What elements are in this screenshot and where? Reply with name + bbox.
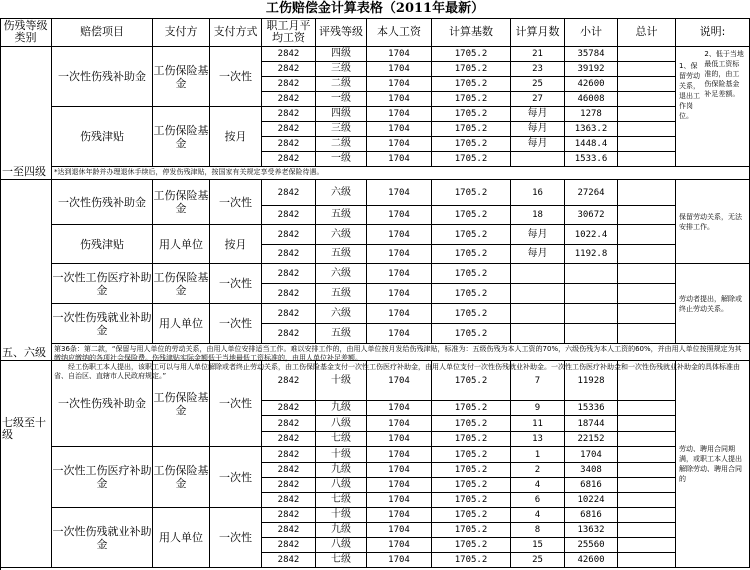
cell-r1-grade: 四级 (316, 47, 367, 62)
cell-r26-subtotal: 13632 (565, 523, 618, 538)
cell-r7-months: 每月 (511, 137, 565, 152)
cell-r7-base: 1705.2 (432, 137, 511, 152)
cell-r16-grade: 五级 (316, 324, 367, 344)
cell-r9-grade: 六级 (316, 180, 367, 206)
cell-r23-own-wage: 1704 (367, 478, 432, 493)
cell-r26-base: 1705.2 (432, 523, 511, 538)
cell-r6-base: 1705.2 (432, 122, 511, 137)
item-name: 伤残津贴 (52, 107, 153, 167)
cell-total (618, 206, 676, 225)
cell-r11-months: 每月 (511, 225, 565, 245)
cell-r25-avg-wage: 2842 (262, 508, 316, 523)
header-base: 计算基数 (432, 18, 511, 47)
cell-r21-grade: 十级 (316, 447, 367, 463)
cell-total (618, 416, 676, 432)
cell-r5-own-wage: 1704 (367, 107, 432, 122)
cell-r8-months (511, 152, 565, 167)
cell-r5-grade: 四级 (316, 107, 367, 122)
cell-r5-months: 每月 (511, 107, 565, 122)
cell-r1-base: 1705.2 (432, 47, 511, 62)
cell-r4-own-wage: 1704 (367, 92, 432, 107)
cell-r20-subtotal: 22152 (565, 432, 618, 447)
cell-r18-base: 1705.2 (432, 401, 511, 416)
item-name: 一次性工伤医疗补助金 (52, 264, 153, 304)
pay-method: 一次性 (210, 447, 262, 508)
cell-total (618, 62, 676, 77)
note-article-36-part2: 经工伤职工本人提出，该职工可以与用人单位解除或者终止劳动关系，由工伤保险基金支付一次性工伤医疗补助金，由用人单位支付一次性伤残就业补助金。一次性工伤医疗补助金和一次性伤残就业补助金的具体标准由省、自治区、直辖市人民政府规定。” (54, 363, 740, 380)
pay-method: 一次性 (210, 47, 262, 107)
cell-r12-own-wage: 1704 (367, 245, 432, 264)
cell-r19-grade: 八级 (316, 416, 367, 432)
cell-r19-own-wage: 1704 (367, 416, 432, 432)
cell-total (618, 77, 676, 92)
cell-total (618, 447, 676, 463)
cell-r11-base: 1705.2 (432, 225, 511, 245)
header-notes: 说明: (676, 18, 750, 47)
cell-r28-subtotal: 42600 (565, 553, 618, 568)
cell-r20-months: 13 (511, 432, 565, 447)
cell-r12-grade: 五级 (316, 245, 367, 264)
cell-r19-subtotal: 18744 (565, 416, 618, 432)
cell-total (618, 47, 676, 62)
cell-r19-months: 11 (511, 416, 565, 432)
cell-r17-months: 7 (511, 361, 565, 401)
explanation-3: 劳动者提出，解除或终止劳动关系。 (676, 264, 750, 344)
cell-r22-base: 1705.2 (432, 463, 511, 478)
header-months: 计算月数 (511, 18, 565, 47)
cell-r18-own-wage: 1704 (367, 401, 432, 416)
page-title: 工伤赔偿金计算表格（2011年最新） (265, 1, 485, 16)
category-grade-1-4: 一至四级 (0, 47, 52, 180)
cell-r28-months: 25 (511, 553, 565, 568)
cell-r2-avg-wage: 2842 (262, 62, 316, 77)
item-name: 一次性伤残补助金 (52, 361, 153, 447)
cell-total (618, 304, 676, 324)
cell-r12-months: 每月 (511, 245, 565, 264)
cell-r13-own-wage: 1704 (367, 264, 432, 284)
cell-r23-avg-wage: 2842 (262, 478, 316, 493)
pay-method: 一次性 (210, 264, 262, 304)
payer: 工伤保险基金 (153, 107, 210, 167)
cell-r24-grade: 七级 (316, 493, 367, 508)
cell-r7-own-wage: 1704 (367, 137, 432, 152)
cell-total (618, 245, 676, 264)
note-article-36-part1: 第36条：第二款，“保留与用人单位的劳动关系，由用人单位安排适当工作。难以安排工作的，由用人单位按月发给伤残津贴，标准为：五级伤残为本人工资的70%，六级伤残为本人工资的60%，并由用人单位按照规定为其缴纳应缴纳的各项社会保险费。伤残津贴实际金额低于当地最低工资标准的，由用人单位补足差额。 (54, 345, 742, 362)
cell-r28-grade: 七级 (316, 553, 367, 568)
cell-r3-subtotal: 42600 (565, 77, 618, 92)
cell-r9-months: 16 (511, 180, 565, 206)
pay-method: 一次性 (210, 361, 262, 447)
cell-r20-grade: 七级 (316, 432, 367, 447)
cell-r13-avg-wage: 2842 (262, 264, 316, 284)
cell-r10-avg-wage: 2842 (262, 206, 316, 225)
cell-r8-subtotal: 1533.6 (565, 152, 618, 167)
cell-r13-months (511, 264, 565, 284)
cell-total (618, 264, 676, 284)
cell-r18-subtotal: 15336 (565, 401, 618, 416)
cell-r25-subtotal: 6816 (565, 508, 618, 523)
header-category: 伤残等级类别 (0, 18, 52, 47)
payer: 用人单位 (153, 508, 210, 568)
cell-total (618, 324, 676, 344)
header-total: 总计 (618, 18, 676, 47)
cell-total (618, 463, 676, 478)
cell-total (618, 107, 676, 122)
category-grade-5-6: 五、六级 (0, 180, 52, 361)
cell-r14-subtotal (565, 284, 618, 304)
item-name: 一次性伤残补助金 (52, 180, 153, 225)
cell-r7-avg-wage: 2842 (262, 137, 316, 152)
cell-r24-avg-wage: 2842 (262, 493, 316, 508)
cell-r10-subtotal: 30672 (565, 206, 618, 225)
cell-r15-avg-wage: 2842 (262, 304, 316, 324)
cell-r22-avg-wage: 2842 (262, 463, 316, 478)
cell-r27-base: 1705.2 (432, 538, 511, 553)
cell-r11-grade: 六级 (316, 225, 367, 245)
cell-r16-subtotal (565, 324, 618, 344)
cell-r9-base: 1705.2 (432, 180, 511, 206)
cell-r12-subtotal: 1192.8 (565, 245, 618, 264)
cell-r9-own-wage: 1704 (367, 180, 432, 206)
cell-r3-grade: 二级 (316, 77, 367, 92)
cell-r4-months: 27 (511, 92, 565, 107)
cell-r5-subtotal: 1278 (565, 107, 618, 122)
cell-r23-base: 1705.2 (432, 478, 511, 493)
cell-r11-subtotal: 1022.4 (565, 225, 618, 245)
cell-r9-subtotal: 27264 (565, 180, 618, 206)
cell-r14-own-wage: 1704 (367, 284, 432, 304)
cell-total (618, 401, 676, 416)
cell-r18-avg-wage: 2842 (262, 401, 316, 416)
cell-r26-avg-wage: 2842 (262, 523, 316, 538)
cell-r14-months (511, 284, 565, 304)
cell-r26-grade: 九级 (316, 523, 367, 538)
cell-r18-months: 9 (511, 401, 565, 416)
cell-r21-subtotal: 1704 (565, 447, 618, 463)
cell-r1-own-wage: 1704 (367, 47, 432, 62)
header-payer: 支付方 (153, 18, 210, 47)
pay-method: 按月 (210, 225, 262, 264)
cell-r2-base: 1705.2 (432, 62, 511, 77)
cell-r8-avg-wage: 2842 (262, 152, 316, 167)
note-retirement: *达到退休年龄并办理退休手续后，停发伤残津贴，按国家有关规定享受养老保险待遇。 (52, 167, 750, 180)
header-subtotal: 小计 (565, 18, 618, 47)
cell-r3-own-wage: 1704 (367, 77, 432, 92)
cell-total (618, 538, 676, 553)
cell-r18-grade: 九级 (316, 401, 367, 416)
cell-total (618, 478, 676, 493)
cell-r15-base: 1705.2 (432, 304, 511, 324)
cell-r23-grade: 八级 (316, 478, 367, 493)
cell-r21-base: 1705.2 (432, 447, 511, 463)
cell-r6-grade: 三级 (316, 122, 367, 137)
cell-r2-months: 23 (511, 62, 565, 77)
cell-r2-grade: 三级 (316, 62, 367, 77)
cell-r23-subtotal: 6816 (565, 478, 618, 493)
cell-r25-own-wage: 1704 (367, 508, 432, 523)
cell-r24-own-wage: 1704 (367, 493, 432, 508)
cell-r27-subtotal: 25560 (565, 538, 618, 553)
cell-r13-base: 1705.2 (432, 264, 511, 284)
header-avg_wage: 职工月平均工资 (262, 18, 316, 47)
cell-r16-months (511, 324, 565, 344)
cell-r15-months (511, 304, 565, 324)
cell-r4-subtotal: 46008 (565, 92, 618, 107)
cell-r6-subtotal: 1363.2 (565, 122, 618, 137)
cell-r10-base: 1705.2 (432, 206, 511, 225)
cell-r16-avg-wage: 2842 (262, 324, 316, 344)
cell-r6-months: 每月 (511, 122, 565, 137)
payer: 工伤保险基金 (153, 180, 210, 225)
payer: 工伤保险基金 (153, 447, 210, 508)
cell-r12-base: 1705.2 (432, 245, 511, 264)
cell-r3-avg-wage: 2842 (262, 77, 316, 92)
pay-method: 按月 (210, 107, 262, 167)
item-name: 一次性伤残补助金 (52, 47, 153, 107)
cell-r10-grade: 五级 (316, 206, 367, 225)
cell-r25-base: 1705.2 (432, 508, 511, 523)
item-name: 一次性伤残就业补助金 (52, 304, 153, 344)
payer: 工伤保险基金 (153, 264, 210, 304)
item-name: 一次性工伤医疗补助金 (52, 447, 153, 508)
header-item: 赔偿项目 (52, 18, 153, 47)
cell-r24-months: 6 (511, 493, 565, 508)
cell-r12-avg-wage: 2842 (262, 245, 316, 264)
cell-r28-avg-wage: 2842 (262, 553, 316, 568)
pay-method: 一次性 (210, 180, 262, 225)
payer: 工伤保险基金 (153, 47, 210, 107)
cell-r17-avg-wage: 2842 (262, 361, 316, 401)
category-grade-7-10: 七级至十级 (0, 361, 52, 568)
cell-r14-avg-wage: 2842 (262, 284, 316, 304)
cell-r26-own-wage: 1704 (367, 523, 432, 538)
cell-r6-own-wage: 1704 (367, 122, 432, 137)
cell-r17-own-wage: 1704 (367, 361, 432, 401)
payer: 用人单位 (153, 225, 210, 264)
cell-total (618, 122, 676, 137)
cell-total (618, 92, 676, 107)
cell-total (618, 225, 676, 245)
cell-r22-subtotal: 3408 (565, 463, 618, 478)
cell-r21-months: 1 (511, 447, 565, 463)
cell-r27-months: 15 (511, 538, 565, 553)
cell-r25-grade: 十级 (316, 508, 367, 523)
cell-total (618, 137, 676, 152)
cell-total (618, 523, 676, 538)
cell-r28-base: 1705.2 (432, 553, 511, 568)
cell-total (618, 284, 676, 304)
cell-r9-avg-wage: 2842 (262, 180, 316, 206)
cell-r25-months: 4 (511, 508, 565, 523)
cell-r17-subtotal: 11928 (565, 361, 618, 401)
cell-r14-grade: 五级 (316, 284, 367, 304)
explanation-4: 劳动、聘用合同期满，或职工本人提出解除劳动、聘用合同的 (676, 361, 750, 568)
cell-r16-base: 1705.2 (432, 324, 511, 344)
cell-total (618, 553, 676, 568)
cell-r27-avg-wage: 2842 (262, 538, 316, 553)
cell-r10-own-wage: 1704 (367, 206, 432, 225)
item-name: 伤残津贴 (52, 225, 153, 264)
cell-r6-avg-wage: 2842 (262, 122, 316, 137)
cell-r17-grade: 十级 (316, 361, 367, 401)
cell-r14-base: 1705.2 (432, 284, 511, 304)
cell-r15-grade: 六级 (316, 304, 367, 324)
item-name: 一次性伤残就业补助金 (52, 508, 153, 568)
cell-r8-own-wage: 1704 (367, 152, 432, 167)
cell-r19-base: 1705.2 (432, 416, 511, 432)
cell-r13-grade: 六级 (316, 264, 367, 284)
cell-r7-grade: 二级 (316, 137, 367, 152)
cell-r24-subtotal: 10224 (565, 493, 618, 508)
cell-r15-subtotal (565, 304, 618, 324)
cell-r10-months: 18 (511, 206, 565, 225)
compensation-table (0, 18, 750, 570)
cell-r20-avg-wage: 2842 (262, 432, 316, 447)
cell-r17-base: 1705.2 (432, 361, 511, 401)
explanation-1 (676, 47, 750, 167)
cell-r3-months: 25 (511, 77, 565, 92)
header-own_wage: 本人工资 (367, 18, 432, 47)
cell-r1-months: 21 (511, 47, 565, 62)
cell-r16-own-wage: 1704 (367, 324, 432, 344)
cell-r21-avg-wage: 2842 (262, 447, 316, 463)
cell-r2-own-wage: 1704 (367, 62, 432, 77)
cell-r22-months: 2 (511, 463, 565, 478)
cell-r20-base: 1705.2 (432, 432, 511, 447)
cell-r3-base: 1705.2 (432, 77, 511, 92)
cell-total (618, 180, 676, 206)
cell-r7-subtotal: 1448.4 (565, 137, 618, 152)
header-grade: 评残等级 (316, 18, 367, 47)
cell-r27-grade: 八级 (316, 538, 367, 553)
pay-method: 一次性 (210, 508, 262, 568)
cell-r22-own-wage: 1704 (367, 463, 432, 478)
cell-r24-base: 1705.2 (432, 493, 511, 508)
cell-r28-own-wage: 1704 (367, 553, 432, 568)
cell-r8-grade: 一级 (316, 152, 367, 167)
pay-method: 一次性 (210, 304, 262, 344)
cell-r20-own-wage: 1704 (367, 432, 432, 447)
cell-r19-avg-wage: 2842 (262, 416, 316, 432)
cell-r11-own-wage: 1704 (367, 225, 432, 245)
cell-r8-base: 1705.2 (432, 152, 511, 167)
explanation-2: 保留劳动关系，无法安排工作。 (676, 180, 750, 264)
cell-total (618, 152, 676, 167)
cell-r11-avg-wage: 2842 (262, 225, 316, 245)
cell-r27-own-wage: 1704 (367, 538, 432, 553)
cell-total (618, 432, 676, 447)
cell-r1-avg-wage: 2842 (262, 47, 316, 62)
explanation-1b: 2、低于当地最低工资标准的，由工伤保险基金补足差额。 (704, 50, 744, 98)
payer: 用人单位 (153, 304, 210, 344)
cell-r15-own-wage: 1704 (367, 304, 432, 324)
cell-r4-avg-wage: 2842 (262, 92, 316, 107)
cell-r21-own-wage: 1704 (367, 447, 432, 463)
cell-r2-subtotal: 39192 (565, 62, 618, 77)
cell-r26-months: 8 (511, 523, 565, 538)
cell-r23-months: 4 (511, 478, 565, 493)
cell-r5-avg-wage: 2842 (262, 107, 316, 122)
cell-total (618, 508, 676, 523)
cell-r1-subtotal: 35784 (565, 47, 618, 62)
cell-r22-grade: 九级 (316, 463, 367, 478)
header-pay_method: 支付方式 (210, 18, 262, 47)
cell-r4-base: 1705.2 (432, 92, 511, 107)
cell-r5-base: 1705.2 (432, 107, 511, 122)
payer: 工伤保险基金 (153, 361, 210, 447)
cell-r13-subtotal (565, 264, 618, 284)
explanation-1a: 1、保留劳动关系，退出工作岗位。 (679, 62, 700, 120)
cell-r4-grade: 一级 (316, 92, 367, 107)
cell-total (618, 493, 676, 508)
